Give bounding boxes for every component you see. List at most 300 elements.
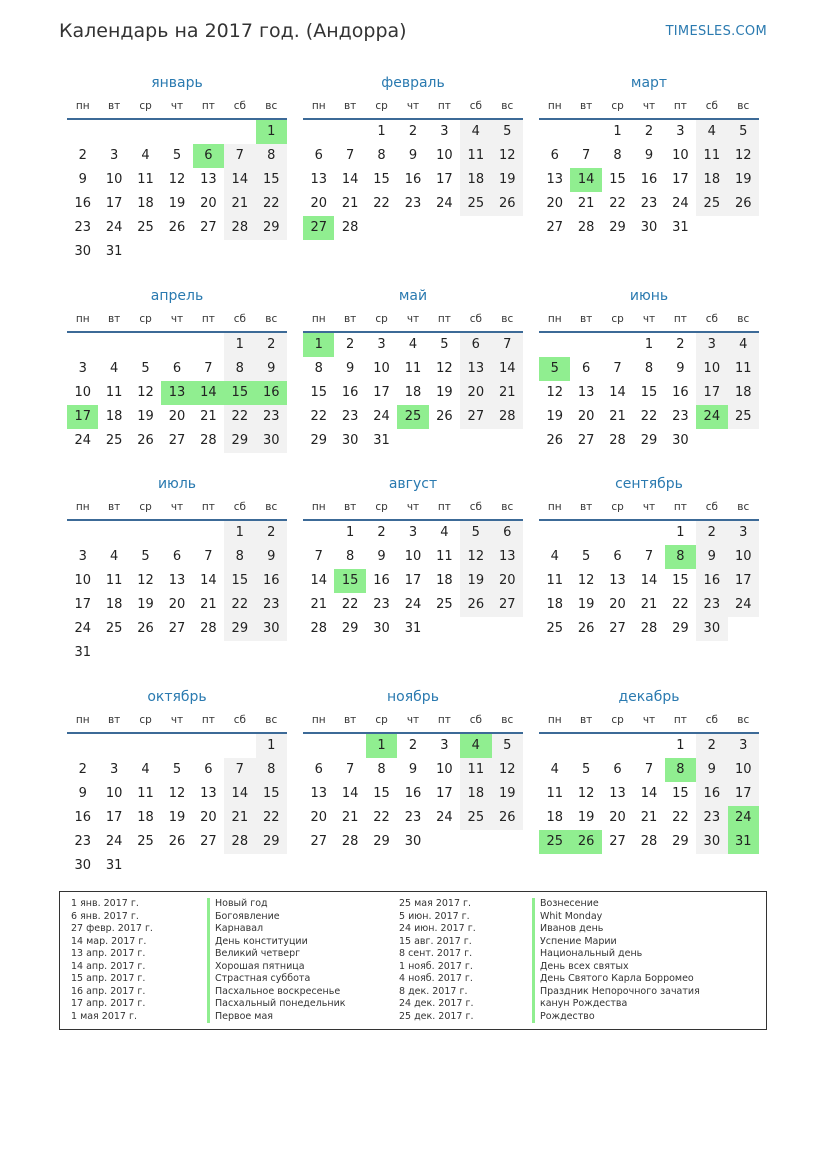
day-cell: 4 — [141, 762, 150, 777]
holiday-name: Богоявление — [207, 911, 346, 924]
day-cell: 31 — [74, 645, 91, 660]
day-cell: 4 — [696, 120, 727, 144]
holiday-name: Карнавал — [207, 923, 346, 936]
empty-cell — [539, 120, 570, 144]
weekday-label: вт — [107, 100, 121, 112]
day-cell: 18 — [460, 168, 491, 192]
weekday-label: вс — [265, 100, 278, 112]
day-cell: 27 — [168, 621, 186, 636]
empty-cell — [193, 734, 224, 758]
weekday-label: вт — [343, 501, 357, 513]
legend-names-right — [532, 898, 700, 1023]
day-cell: 10 — [728, 758, 759, 782]
weekday-label: вс — [737, 714, 750, 726]
weekday-label: вт — [343, 100, 357, 112]
month-5 — [303, 285, 523, 453]
month-10 — [67, 686, 287, 878]
day-cell: 16 — [404, 786, 422, 801]
day-cell: 8 — [314, 361, 323, 376]
holiday-date: 14 апр. 2017 г. — [71, 960, 146, 972]
weekday-label: сб — [469, 714, 482, 726]
day-cell: 8 — [224, 357, 255, 381]
empty-cell — [161, 333, 192, 357]
day-cell: 21 — [492, 381, 523, 405]
weekday-header — [303, 94, 523, 118]
day-cell: 30 — [256, 617, 287, 641]
weekday-label: пн — [75, 501, 90, 513]
month-name: февраль — [381, 75, 445, 91]
day-cell: 13 — [200, 786, 217, 801]
day-cell: 15 — [609, 172, 626, 187]
day-cell: 4 — [141, 148, 150, 163]
weekday-label: ср — [611, 313, 624, 325]
holiday-name: День всех святых — [532, 961, 700, 974]
holiday-date: 25 дек. 2017 г. — [399, 1010, 474, 1022]
day-grid — [539, 120, 759, 240]
day-cell: 13 — [460, 357, 491, 381]
weekday-label: пт — [201, 714, 215, 726]
day-cell: 11 — [460, 758, 491, 782]
weekday-label: пт — [673, 501, 687, 513]
weekday-label: чт — [406, 714, 420, 726]
legend-names-left — [207, 898, 346, 1023]
day-cell: 5 — [141, 361, 150, 376]
brand-link[interactable]: TIMESLES.COM — [665, 24, 767, 39]
day-cell: 30 — [256, 429, 287, 453]
day-grid — [67, 120, 287, 264]
holiday-date: 27 февр. 2017 г. — [71, 923, 153, 934]
empty-cell — [539, 333, 570, 357]
day-cell: 26 — [436, 409, 453, 424]
weekday-label: сб — [705, 501, 718, 513]
day-cell: 25 — [137, 834, 154, 849]
day-cell: 3 — [440, 124, 449, 139]
day-cell: 28 — [200, 621, 217, 636]
empty-cell — [602, 734, 633, 758]
day-cell: 24 — [436, 196, 453, 211]
day-cell: 26 — [460, 593, 491, 617]
day-cell: 23 — [74, 220, 91, 235]
day-cell: 8 — [345, 549, 355, 564]
day-cell: 13 — [310, 786, 327, 801]
day-cell: 7 — [224, 144, 255, 168]
day-cell: 21 — [609, 409, 626, 424]
day-cell: 28 — [640, 621, 658, 636]
day-cell: 1 — [256, 734, 287, 758]
day-cell: 23 — [640, 196, 658, 211]
weekday-label: вс — [501, 501, 514, 513]
day-cell: 2 — [676, 337, 685, 352]
day-cell: 2 — [377, 525, 386, 540]
holiday-name: Великий четверг — [207, 948, 346, 961]
day-cell: 26 — [168, 220, 186, 235]
day-cell: 15 — [256, 168, 287, 192]
day-cell: 28 — [200, 433, 217, 448]
day-cell: 29 — [256, 830, 287, 854]
holiday-day-cell: 31 — [728, 830, 759, 854]
day-cell: 13 — [546, 172, 563, 187]
day-cell: 7 — [492, 333, 523, 357]
day-cell: 12 — [460, 545, 491, 569]
weekday-label: пн — [547, 313, 562, 325]
day-cell: 27 — [546, 220, 563, 235]
day-cell: 1 — [224, 333, 255, 357]
day-cell: 26 — [492, 806, 523, 830]
day-cell: 12 — [577, 786, 595, 801]
day-cell: 22 — [341, 597, 359, 612]
weekday-label: ср — [375, 313, 388, 325]
day-cell: 6 — [314, 148, 323, 163]
day-cell: 11 — [137, 172, 154, 187]
day-cell: 29 — [640, 433, 658, 448]
month-7 — [67, 473, 287, 665]
holiday-day-cell: 25 — [539, 830, 570, 854]
weekday-label: вт — [107, 714, 121, 726]
weekday-label: сб — [705, 313, 718, 325]
day-cell: 12 — [546, 385, 563, 400]
holiday-name: Whit Monday — [532, 911, 700, 924]
empty-cell — [193, 120, 224, 144]
empty-cell — [130, 333, 161, 357]
day-cell: 2 — [696, 521, 727, 545]
day-cell: 19 — [436, 385, 453, 400]
weekday-label: вт — [579, 501, 593, 513]
weekday-label: пн — [311, 313, 326, 325]
holiday-day-cell: 8 — [665, 758, 696, 782]
day-cell: 4 — [440, 525, 449, 540]
weekday-label: вт — [343, 313, 357, 325]
day-cell: 16 — [74, 810, 91, 825]
day-cell: 22 — [310, 409, 327, 424]
empty-cell — [98, 120, 129, 144]
day-cell: 10 — [404, 549, 422, 564]
weekday-label: пт — [437, 313, 451, 325]
day-cell: 9 — [256, 545, 287, 569]
day-cell: 2 — [408, 124, 418, 139]
day-cell: 20 — [609, 810, 626, 825]
day-cell: 3 — [440, 738, 449, 753]
day-cell: 24 — [436, 810, 453, 825]
day-cell: 20 — [168, 409, 186, 424]
day-cell: 31 — [105, 244, 123, 259]
day-cell: 2 — [256, 521, 287, 545]
day-cell: 3 — [109, 148, 119, 163]
day-cell: 11 — [696, 144, 727, 168]
month-name: август — [388, 476, 438, 492]
day-cell: 21 — [577, 196, 595, 211]
day-cell: 6 — [204, 762, 213, 777]
month-name: июнь — [629, 288, 669, 304]
weekday-label: ср — [139, 100, 152, 112]
month-3 — [539, 72, 759, 240]
holiday-name: Пасхальный понедельник — [207, 998, 346, 1011]
day-cell: 17 — [74, 597, 91, 612]
holiday-name: канун Рождества — [532, 998, 700, 1011]
day-cell: 12 — [728, 144, 759, 168]
day-cell: 3 — [728, 521, 759, 545]
day-cell: 9 — [696, 758, 727, 782]
day-cell: 9 — [256, 357, 287, 381]
day-cell: 27 — [200, 834, 217, 849]
day-cell: 26 — [137, 621, 154, 636]
day-cell: 12 — [168, 172, 186, 187]
day-cell: 14 — [640, 786, 658, 801]
day-cell: 25 — [105, 433, 123, 448]
day-cell: 5 — [492, 734, 523, 758]
day-cell: 22 — [640, 409, 658, 424]
day-cell: 30 — [640, 220, 658, 235]
weekday-label: ср — [139, 501, 152, 513]
holiday-day-cell: 4 — [460, 734, 491, 758]
empty-cell — [98, 521, 129, 545]
day-cell: 1 — [377, 124, 386, 139]
day-cell: 23 — [256, 405, 287, 429]
day-cell: 20 — [168, 597, 186, 612]
empty-cell — [334, 120, 365, 144]
day-cell: 11 — [404, 361, 422, 376]
day-cell: 29 — [224, 617, 255, 641]
holiday-date: 1 нояб. 2017 г. — [399, 960, 473, 972]
weekday-label: ср — [611, 714, 624, 726]
day-cell: 15 — [256, 782, 287, 806]
weekday-header — [303, 495, 523, 519]
weekday-label: чт — [642, 501, 656, 513]
weekday-label: чт — [170, 501, 184, 513]
day-cell: 27 — [609, 621, 626, 636]
day-grid — [303, 120, 523, 240]
day-cell: 2 — [644, 124, 654, 139]
weekday-label: чт — [642, 313, 656, 325]
weekday-label: пн — [547, 100, 562, 112]
day-cell: 19 — [492, 168, 523, 192]
day-cell: 25 — [696, 192, 727, 216]
day-grid — [539, 734, 759, 854]
day-grid — [539, 333, 759, 453]
weekday-header — [67, 307, 287, 331]
weekday-label: вт — [343, 714, 357, 726]
day-cell: 3 — [78, 549, 87, 564]
day-cell: 6 — [550, 148, 559, 163]
weekday-label: ср — [611, 100, 624, 112]
holiday-name: Хорошая пятница — [207, 961, 346, 974]
holiday-date: 15 авг. 2017 г. — [399, 935, 472, 947]
day-cell: 24 — [105, 834, 123, 849]
day-cell: 18 — [728, 381, 759, 405]
day-cell: 6 — [613, 762, 622, 777]
weekday-label: сб — [233, 714, 246, 726]
day-cell: 25 — [728, 405, 759, 429]
month-name: март — [630, 75, 668, 91]
day-cell: 24 — [74, 621, 91, 636]
month-11 — [303, 686, 523, 854]
day-cell: 27 — [609, 834, 626, 849]
day-cell: 17 — [105, 196, 123, 211]
weekday-label: вс — [737, 501, 750, 513]
holiday-name: Новый год — [207, 898, 346, 911]
weekday-label: пт — [201, 313, 215, 325]
weekday-label: сб — [469, 313, 482, 325]
day-cell: 21 — [640, 810, 658, 825]
day-cell: 5 — [581, 549, 591, 564]
day-cell: 12 — [137, 573, 154, 588]
day-cell: 20 — [546, 196, 563, 211]
day-cell: 4 — [408, 337, 418, 352]
day-cell: 9 — [78, 172, 87, 187]
day-cell: 18 — [546, 810, 563, 825]
day-cell: 3 — [377, 337, 386, 352]
day-cell: 26 — [728, 192, 759, 216]
day-cell: 17 — [728, 782, 759, 806]
empty-cell — [570, 120, 601, 144]
day-cell: 21 — [224, 192, 255, 216]
day-cell: 16 — [672, 385, 689, 400]
day-cell: 28 — [609, 433, 626, 448]
day-cell: 6 — [460, 333, 491, 357]
day-cell: 28 — [341, 220, 359, 235]
day-cell: 24 — [672, 196, 689, 211]
weekday-label: пт — [673, 313, 687, 325]
day-cell: 10 — [74, 385, 91, 400]
day-cell: 25 — [105, 621, 123, 636]
holiday-day-cell: 1 — [366, 734, 397, 758]
empty-cell — [224, 120, 255, 144]
day-cell: 24 — [728, 593, 759, 617]
month-name: май — [398, 288, 428, 304]
weekday-label: пн — [75, 100, 90, 112]
weekday-header — [67, 94, 287, 118]
holiday-date: 24 июн. 2017 г. — [399, 923, 476, 934]
day-grid — [303, 521, 523, 641]
day-cell: 12 — [137, 385, 154, 400]
day-cell: 9 — [78, 786, 87, 801]
day-cell: 12 — [436, 361, 453, 376]
day-cell: 10 — [105, 172, 123, 187]
day-cell: 16 — [373, 573, 390, 588]
weekday-header — [539, 307, 759, 331]
day-cell: 19 — [728, 168, 759, 192]
day-cell: 4 — [550, 549, 559, 564]
day-cell: 26 — [577, 621, 595, 636]
day-cell: 8 — [644, 361, 654, 376]
empty-cell — [539, 521, 570, 545]
day-cell: 25 — [546, 621, 563, 636]
day-cell: 2 — [408, 738, 418, 753]
weekday-label: чт — [642, 100, 656, 112]
day-cell: 18 — [546, 597, 563, 612]
empty-cell — [130, 120, 161, 144]
day-cell: 22 — [672, 810, 689, 825]
day-cell: 20 — [310, 810, 327, 825]
day-cell: 17 — [672, 172, 689, 187]
day-cell: 31 — [373, 433, 390, 448]
holiday-name: Страстная суббота — [207, 973, 346, 986]
holiday-day-cell: 24 — [728, 806, 759, 830]
month-name: октябрь — [147, 689, 207, 705]
day-cell: 15 — [640, 385, 658, 400]
day-cell: 5 — [460, 521, 491, 545]
day-cell: 4 — [109, 361, 119, 376]
day-cell: 22 — [672, 597, 689, 612]
day-cell: 5 — [492, 120, 523, 144]
day-cell: 3 — [696, 333, 727, 357]
weekday-label: пн — [75, 313, 90, 325]
day-cell: 9 — [345, 361, 355, 376]
weekday-label: вс — [501, 714, 514, 726]
holiday-date: 1 янв. 2017 г. — [71, 898, 139, 909]
day-cell: 10 — [74, 573, 91, 588]
day-cell: 12 — [168, 786, 186, 801]
month-8 — [303, 473, 523, 641]
weekday-label: ср — [139, 714, 152, 726]
holiday-name: Пасхальное воскресенье — [207, 986, 346, 999]
weekday-label: сб — [469, 100, 482, 112]
empty-cell — [161, 734, 192, 758]
holiday-date: 8 дек. 2017 г. — [399, 985, 468, 997]
day-cell: 27 — [460, 405, 491, 429]
day-cell: 17 — [105, 810, 123, 825]
holiday-day-cell: 14 — [570, 168, 601, 192]
day-grid — [67, 734, 287, 878]
weekday-label: сб — [233, 100, 246, 112]
empty-cell — [570, 734, 601, 758]
holiday-date: 6 янв. 2017 г. — [71, 910, 139, 922]
weekday-label: сб — [705, 714, 718, 726]
day-cell: 28 — [310, 621, 327, 636]
day-cell: 10 — [728, 545, 759, 569]
day-cell: 11 — [105, 385, 123, 400]
day-cell: 5 — [141, 549, 150, 564]
day-cell: 23 — [341, 409, 359, 424]
day-cell: 23 — [373, 597, 390, 612]
day-cell: 19 — [460, 569, 491, 593]
weekday-label: вс — [737, 313, 750, 325]
weekday-label: сб — [233, 313, 246, 325]
day-cell: 20 — [310, 196, 327, 211]
day-cell: 23 — [696, 593, 727, 617]
day-cell: 6 — [581, 361, 591, 376]
weekday-label: пт — [437, 501, 451, 513]
weekday-label: пн — [311, 100, 326, 112]
day-cell: 2 — [696, 734, 727, 758]
day-cell: 24 — [105, 220, 123, 235]
holiday-date: 5 июн. 2017 г. — [399, 910, 470, 922]
day-cell: 17 — [373, 385, 390, 400]
day-cell: 18 — [105, 409, 123, 424]
day-cell: 28 — [640, 834, 658, 849]
day-cell: 30 — [373, 621, 390, 636]
day-cell: 9 — [408, 762, 418, 777]
day-cell: 10 — [436, 148, 453, 163]
holiday-day-cell: 13 — [161, 381, 192, 405]
day-cell: 3 — [728, 734, 759, 758]
day-cell: 14 — [310, 573, 327, 588]
day-cell: 15 — [373, 786, 390, 801]
day-cell: 19 — [577, 810, 595, 825]
day-cell: 28 — [492, 405, 523, 429]
day-grid — [67, 333, 287, 453]
weekday-header — [67, 708, 287, 732]
weekday-label: пн — [311, 501, 326, 513]
holiday-name: Рождество — [532, 1011, 700, 1024]
day-cell: 30 — [672, 433, 689, 448]
day-cell: 27 — [492, 593, 523, 617]
empty-cell — [303, 521, 334, 545]
day-cell: 31 — [672, 220, 689, 235]
holiday-date: 16 апр. 2017 г. — [71, 985, 146, 997]
day-cell: 12 — [577, 573, 595, 588]
day-cell: 4 — [550, 762, 559, 777]
day-cell: 2 — [78, 762, 87, 777]
